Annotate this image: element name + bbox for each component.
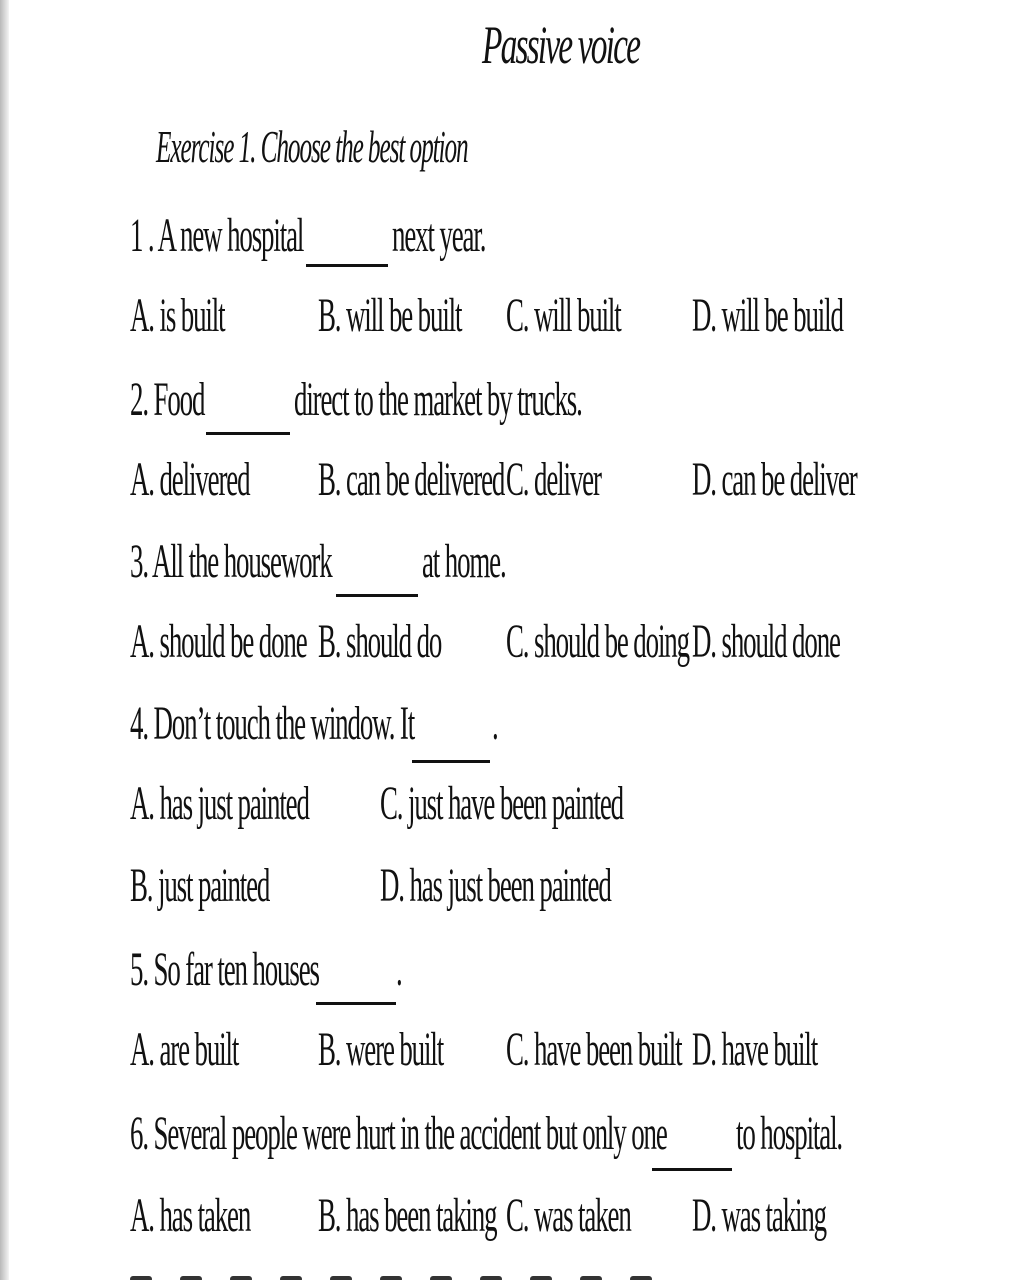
question-4 [130, 697, 1010, 760]
option-6a[interactable]: A. has taken [130, 1189, 251, 1242]
option-1b[interactable]: B. will be built [318, 289, 462, 342]
question-6-text: 6. Several people were hurt in the accident but only one [130, 1107, 667, 1160]
option-2a[interactable]: A. delivered [130, 453, 250, 506]
option-5b[interactable]: B. were built [318, 1023, 444, 1076]
question-1 [130, 209, 1010, 272]
question-5-tail: . [396, 943, 402, 996]
question-6 [130, 1107, 1010, 1170]
question-5-blank [316, 1002, 396, 1005]
question-3 [130, 535, 1010, 598]
option-4b[interactable]: B. just painted [130, 859, 270, 912]
question-2-text: 2. Food [130, 373, 205, 426]
question-2 [130, 373, 1010, 436]
option-6b[interactable]: B. has been taking [318, 1189, 497, 1242]
option-2c[interactable]: C. deliver [506, 453, 601, 506]
question-1-options [130, 289, 1010, 352]
option-1a[interactable]: A. is built [130, 289, 225, 342]
option-3b[interactable]: B. should do [318, 615, 442, 668]
option-3d[interactable]: D. should done [692, 615, 840, 668]
question-6-options [130, 1189, 1010, 1252]
question-4-options-row-1 [130, 777, 1010, 840]
question-4-tail: . [492, 697, 498, 750]
option-5d[interactable]: D. have built [692, 1023, 818, 1076]
question-5-options [130, 1023, 1010, 1086]
question-1-tail: next year. [392, 209, 486, 262]
question-2-blank [206, 432, 290, 435]
option-2d[interactable]: D. can be deliver [692, 453, 857, 506]
option-4d[interactable]: D. has just been painted [380, 859, 611, 912]
exercise-heading: Exercise 1. Choose the best option [156, 121, 468, 172]
question-4-text: 4. Don’t touch the window. It [130, 697, 415, 750]
option-2b[interactable]: B. can be delivered [318, 453, 505, 506]
option-6c[interactable]: C. was taken [506, 1189, 631, 1242]
question-3-options [130, 615, 1010, 678]
question-3-tail: at home. [422, 535, 506, 588]
option-5c[interactable]: C. have been built [506, 1023, 682, 1076]
option-5a[interactable]: A. are built [130, 1023, 239, 1076]
question-2-tail: direct to the market by trucks. [294, 373, 582, 426]
question-4-blank [412, 760, 490, 763]
option-3a[interactable]: A. should be done [130, 615, 307, 668]
option-3c[interactable]: C. should be doing [506, 615, 689, 668]
page-left-edge [0, 0, 9, 1280]
question-5 [130, 943, 1010, 1006]
question-1-blank [306, 264, 388, 267]
option-4c[interactable]: C. just have been painted [380, 777, 623, 830]
question-6-tail: to hospital. [736, 1107, 843, 1160]
option-1c[interactable]: C. will built [506, 289, 621, 342]
page-title: Passive voice [482, 15, 640, 75]
question-1-text: 1 . A new hospital [130, 209, 304, 262]
question-3-blank [336, 594, 418, 597]
option-6d[interactable]: D. was taking [692, 1189, 827, 1242]
question-4-options-row-2 [130, 859, 1010, 922]
question-5-text: 5. So far ten houses [130, 943, 319, 996]
option-4a[interactable]: A. has just painted [130, 777, 309, 830]
question-3-text: 3. All the housework [130, 535, 332, 588]
question-2-options [130, 453, 1010, 516]
option-1d[interactable]: D. will be build [692, 289, 843, 342]
question-6-blank [652, 1168, 732, 1171]
cut-off-text-line [130, 1268, 830, 1280]
